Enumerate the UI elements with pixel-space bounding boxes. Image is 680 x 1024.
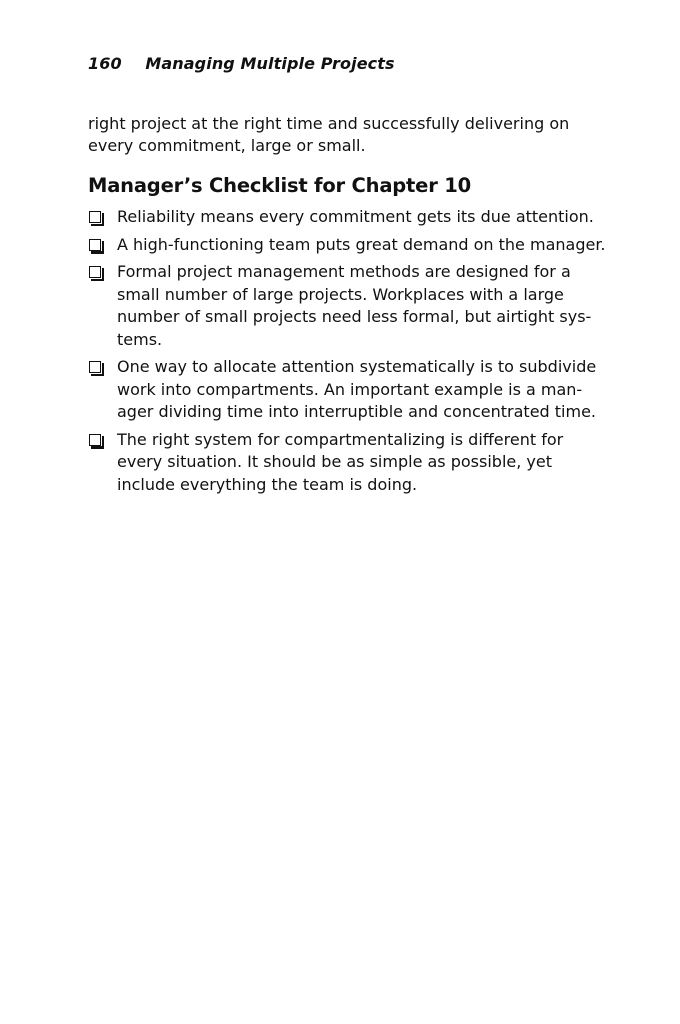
- checklist-item-text: Reliability means every commitment gets its due attention.: [117, 207, 594, 226]
- checklist-item: [88, 261, 608, 351]
- checklist-item: [88, 206, 608, 229]
- checklist-item: [88, 234, 608, 257]
- intro-paragraph: [88, 113, 608, 157]
- checklist-item-text: Formal project management methods are designed for a small number of large projects. Workplaces with a large number of small projects need less formal, but airtight systems.: [117, 262, 592, 349]
- checklist-item-text: A high-functioning team puts great demand on the manager.: [117, 234, 606, 254]
- book-title: Managing Multiple Projects: [145, 54, 395, 73]
- checkbox-icon: [89, 211, 101, 223]
- checklist-item: [88, 429, 608, 497]
- running-head: [88, 54, 395, 73]
- checkbox-icon: [89, 266, 101, 278]
- checklist-item-text: One way to allocate attention systematically is to subdivide work into compartments. An important example is a manager dividing time into interruptible and concentrated time.: [117, 357, 597, 421]
- checkbox-icon: [89, 434, 101, 446]
- checkbox-icon: [89, 239, 101, 251]
- checkbox-icon: [89, 361, 101, 373]
- page-number: 160: [88, 54, 122, 73]
- checklist-heading: Manager’s Checklist for Chapter 10: [88, 174, 471, 197]
- intro-text: right project at the right time and successfully delivering on every commitment, large or small.: [88, 114, 570, 155]
- checklist-item-text: The right system for compartmentalizing is different for every situation. It should be as simple as possible, yet include everything the team is doing.: [117, 429, 564, 494]
- checklist-item: [88, 356, 608, 424]
- checklist: [88, 206, 608, 501]
